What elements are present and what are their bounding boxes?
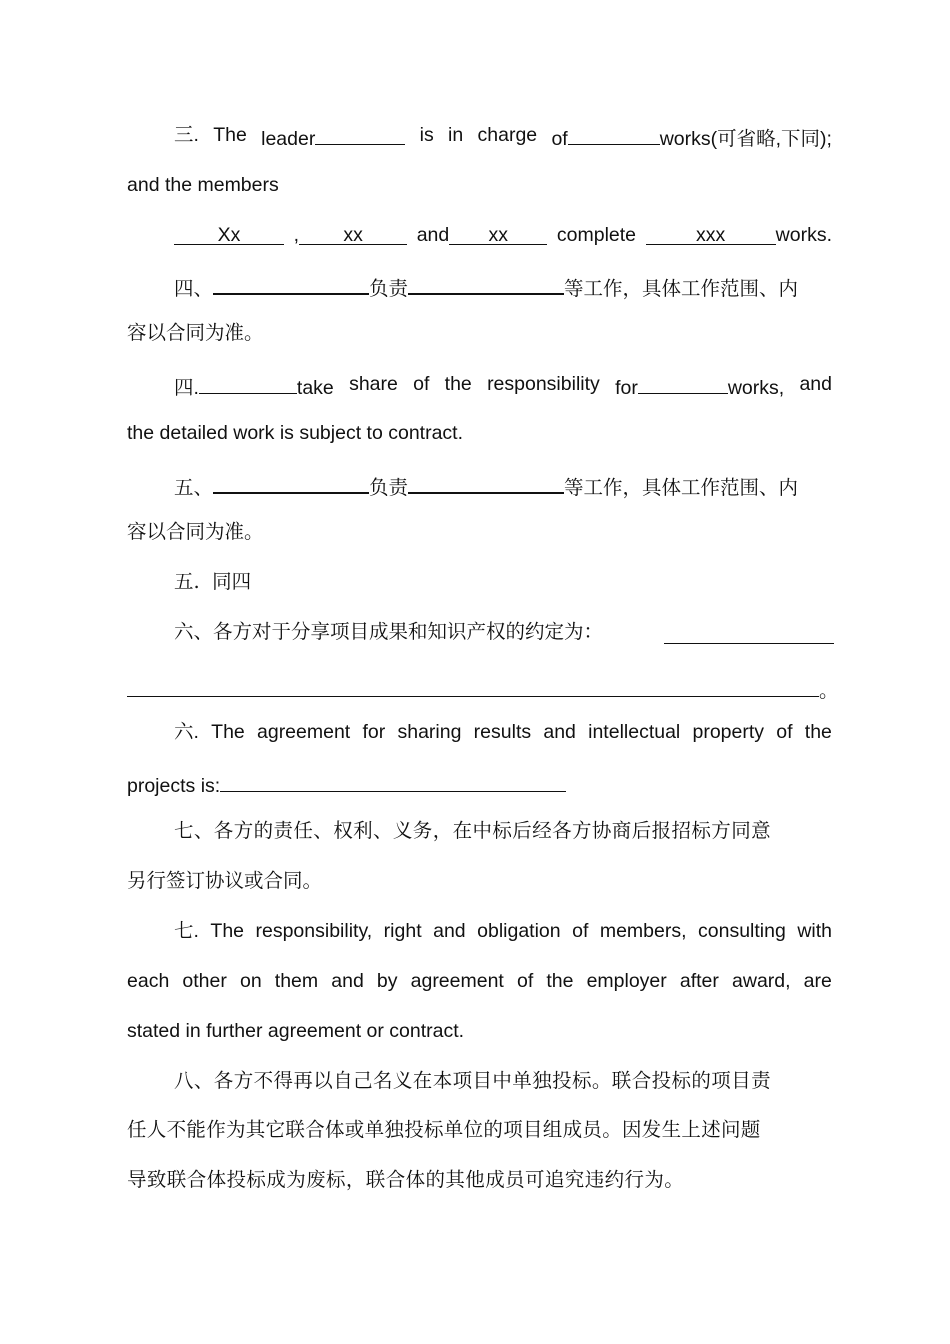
- p6-en-line2: [127, 767, 832, 797]
- p7-en-word: 七.: [174, 920, 199, 942]
- p7-cn-line2: 另行签订协议或合同。: [127, 869, 323, 892]
- p4-en-word: the: [444, 373, 472, 395]
- p7-en-word: agreement: [410, 970, 504, 992]
- p3-en-line2: and the members: [127, 174, 279, 196]
- word-and: and: [416, 224, 450, 246]
- p6-en-word: 六.: [174, 721, 199, 743]
- p7-en-word: and: [331, 970, 364, 992]
- p7-en-word: on: [239, 970, 262, 992]
- p6-cn-text: 六、各方对于分享项目成果和知识产权的约定为：: [174, 620, 604, 643]
- blank-line: [408, 269, 564, 295]
- p7-en-word: award,: [732, 970, 791, 992]
- p3-prefix: 三.: [174, 124, 199, 146]
- p6-en-word: The: [211, 721, 245, 743]
- p4-prefix: 四、: [174, 277, 214, 300]
- p4-cn-line2: 容以合同为准。: [127, 321, 264, 344]
- blank-line: [213, 468, 369, 494]
- p7-en-word: employer: [586, 970, 667, 992]
- blank-line: [408, 468, 564, 494]
- p4-en-word: for: [615, 377, 638, 399]
- p7-en-word: of: [516, 970, 534, 992]
- p7-en-word: consulting: [698, 920, 786, 942]
- p3-word: charge: [477, 124, 538, 146]
- blank-line: [220, 767, 566, 792]
- p6-en-line1: [127, 717, 832, 747]
- p7-en-word: are: [803, 970, 832, 992]
- p5-prefix: 五、: [174, 476, 214, 499]
- p7-en-word: and: [433, 920, 466, 942]
- p4-en-word: take: [296, 377, 334, 399]
- p7-en-word: after: [679, 970, 719, 992]
- p6-en-word: property: [692, 721, 765, 743]
- p4-en-word: of: [413, 373, 430, 395]
- p3-word: works(可省略,下同);: [659, 128, 832, 150]
- p7-en-word: of: [572, 920, 589, 942]
- p7-en-word: by: [376, 970, 398, 992]
- p7-en-word: obligation: [477, 920, 561, 942]
- p4-en-word: share: [349, 373, 398, 395]
- p4-rest: 等工作，具体工作范围、内: [564, 277, 799, 300]
- p6-cn-line1: [127, 617, 832, 647]
- p3-en-line3: [127, 220, 832, 250]
- p5-cn-line2: 容以合同为准。: [127, 520, 264, 543]
- p5-cn-line1: [127, 468, 832, 498]
- p3-en-line1: [127, 120, 832, 150]
- p6-en-word: results: [473, 721, 532, 743]
- p7-en-word: responsibility,: [255, 920, 373, 942]
- p6-en-word: agreement: [257, 721, 351, 743]
- p3-word: of: [551, 128, 568, 150]
- blank-line: [213, 269, 369, 295]
- blank-filled: xx: [449, 220, 547, 245]
- word-works: works.: [775, 224, 832, 246]
- p6-en-word: for: [362, 721, 386, 743]
- p3-word: in: [448, 124, 464, 146]
- p7-en-word: the: [546, 970, 574, 992]
- p6-en-word: sharing: [397, 721, 462, 743]
- blank-filled: Xx: [174, 220, 284, 245]
- word-complete: complete: [556, 224, 637, 246]
- p4-en-word: works,: [727, 377, 785, 399]
- p7-en-word: them: [274, 970, 319, 992]
- p7-cn-line1: 七、各方的责任、权利、义务，在中标后经各方协商后报招标方同意: [174, 819, 772, 842]
- p7-en-word: members,: [599, 920, 687, 942]
- p4-en-line1: [127, 369, 832, 399]
- blank-filled: xx: [299, 220, 407, 245]
- p7-en-line2: [127, 966, 832, 996]
- period: 。: [819, 679, 839, 702]
- p6-en-word: of: [776, 721, 793, 743]
- p3-word: is: [419, 124, 434, 146]
- comma: ,: [293, 224, 300, 246]
- p5-fuze: 负责: [369, 476, 409, 499]
- p8-cn-line2: 任人不能作为其它联合体或单独投标单位的项目组成员。因发生上述问题: [127, 1118, 761, 1141]
- blank-line: [638, 369, 728, 394]
- blank-filled: xxx: [646, 220, 776, 245]
- p7-en-line3: stated in further agreement or contract.: [127, 1020, 465, 1042]
- p6-en-text: projects is:: [127, 775, 221, 797]
- blank-line: [199, 369, 297, 394]
- p8-cn-line3: 导致联合体投标成为废标，联合体的其他成员可追究违约行为。: [127, 1168, 685, 1191]
- p7-en-word: other: [182, 970, 227, 992]
- p5-en-line1: 五. 同四: [174, 570, 252, 593]
- p7-en-line1: [127, 916, 832, 946]
- p7-en-word: right: [383, 920, 422, 942]
- blank-line: [568, 120, 660, 145]
- p6-en-word: and: [543, 721, 576, 743]
- p7-en-word: each: [127, 970, 170, 992]
- blank-line: [315, 120, 405, 145]
- p3-word: leader: [261, 128, 316, 150]
- p6-en-word: the: [804, 721, 832, 743]
- p4-en-word: and: [799, 373, 832, 395]
- p7-en-word: with: [797, 920, 832, 942]
- p4-cn-line1: [127, 269, 832, 299]
- p6-en-word: intellectual: [588, 721, 681, 743]
- p6-cn-line2: [127, 672, 839, 702]
- blank-line: [127, 672, 819, 697]
- p4-en-prefix: 四.: [174, 377, 199, 399]
- p7-en-word: The: [210, 920, 245, 942]
- p4-fuze: 负责: [369, 277, 409, 300]
- p4-en-word: responsibility: [487, 373, 600, 395]
- p3-word: The: [213, 124, 247, 146]
- p8-cn-line1: 八、各方不得再以自己名义在本项目中单独投标。联合投标的项目责: [174, 1069, 772, 1092]
- blank-line: [664, 619, 834, 644]
- p5-rest: 等工作，具体工作范围、内: [564, 476, 799, 499]
- p4-en-line2: the detailed work is subject to contract.: [127, 422, 464, 444]
